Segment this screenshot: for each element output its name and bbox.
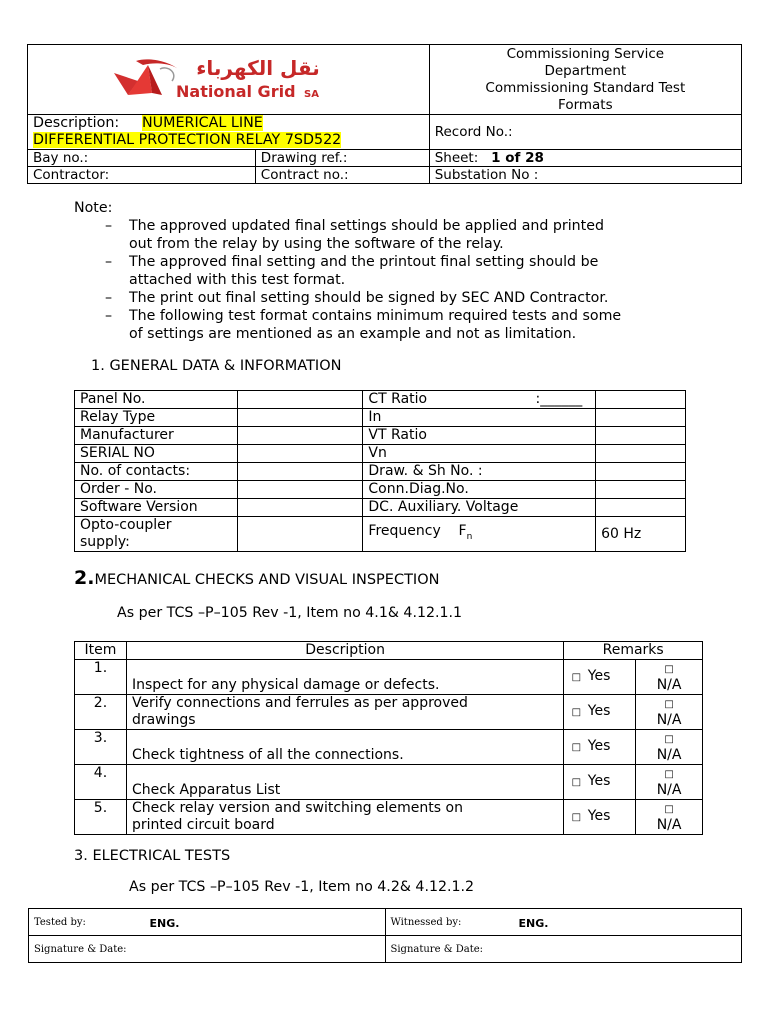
field-label: DC. Auxiliary. Voltage [363,499,596,517]
field-value[interactable] [237,517,363,552]
note-line: – The approved updated final settings should be applied and printed [129,218,604,234]
field-value[interactable] [596,409,686,427]
table-row [75,765,703,800]
section-2-title [74,567,439,589]
table-row [75,499,686,517]
witnessed-signature-date[interactable]: Signature & Date: [385,936,742,963]
field-label: Order - No. [75,481,238,499]
item-number: 4. [75,765,127,800]
na-option[interactable] [636,695,703,730]
frequency-symbol: F [458,522,467,539]
sheet-label: Sheet: [434,150,479,166]
tested-by-cell [29,909,386,936]
substation-no-cell [429,167,741,184]
field-value[interactable] [596,391,686,409]
header-table [27,44,742,184]
description-value-1: NUMERICAL LINE [141,115,263,131]
yes-label: Yes [587,703,611,719]
drawing-ref-label: Drawing ref.: [260,150,348,166]
check-description [126,800,563,835]
frequency-label: Frequency [368,522,441,539]
table-row [75,445,686,463]
check-description-line: Check Apparatus List [131,782,281,798]
item-number: 1. [75,660,127,695]
field-value[interactable] [237,463,363,481]
check-description-line: printed circuit board [131,817,275,833]
field-label: Draw. & Sh No. : [363,463,596,481]
table-row [75,660,703,695]
field-label: SERIAL NO [75,445,238,463]
yes-option[interactable] [564,660,636,695]
section-1-title: 1. GENERAL DATA & INFORMATION [91,358,342,374]
check-description [126,695,563,730]
item-number: 2. [75,695,127,730]
field-value[interactable] [237,445,363,463]
check-description-line [132,730,558,747]
note-line: out from the relay by using the software of the relay. [129,236,504,252]
yes-label: Yes [587,773,611,789]
field-label: Conn.Diag.No. [363,481,596,499]
check-description-line: drawings [131,712,196,728]
checkbox-icon[interactable]: □ [664,664,674,675]
check-description [126,730,563,765]
na-option[interactable] [636,800,703,835]
table-row [75,695,703,730]
yes-option[interactable] [564,800,636,835]
department-cell [429,45,741,115]
bay-no-cell [28,150,256,167]
section-3-reference: As per TCS –P–105 Rev -1, Item no 4.2& 4.12.1.2 [129,879,475,895]
national-grid-logo [108,55,358,105]
tested-signature-date[interactable]: Signature & Date: [29,936,386,963]
witnessed-by-label: Witnessed by: [390,916,462,928]
item-number: 3. [75,730,127,765]
substation-no-label: Substation No : [434,167,539,183]
table-row [75,427,686,445]
na-label: N/A [656,782,682,798]
item-number: 5. [75,800,127,835]
witnessed-eng-label: ENG. [518,916,549,930]
field-label: Panel No. [75,391,238,409]
note-item [129,217,714,253]
checkbox-icon[interactable]: □ [664,769,674,780]
notes-block [74,199,714,343]
section-2-number: 2. [74,567,95,589]
mechanical-checks-table [74,641,703,835]
table-row [75,517,686,552]
note-line: attached with this test format. [129,272,346,288]
tested-eng-label: ENG. [149,916,180,930]
checkbox-icon[interactable]: □ [571,742,582,753]
check-description-line: Check tightness of all the connections. [131,747,404,763]
na-label: N/A [656,677,682,693]
check-description-line [132,765,558,782]
field-label-text: CT Ratio [368,391,428,407]
field-value[interactable] [596,499,686,517]
field-blank: :______ [535,391,583,407]
note-line: – The approved final setting and the printout final setting should be [129,254,599,270]
note-item [129,307,714,343]
checkbox-icon[interactable]: □ [571,777,582,788]
logo-suffix-text: SA [304,89,319,100]
field-label: Software Version [75,499,238,517]
table-row [75,391,686,409]
table-row [75,800,703,835]
field-label [363,517,596,552]
table-row [75,463,686,481]
description-label: Description: [33,115,120,131]
record-no-label: Record No.: [434,124,513,140]
na-label: N/A [656,817,682,833]
note-line: of settings are mentioned as an example and not as limitation. [129,326,577,342]
check-description-line: Verify connections and ferrules as per approved [131,695,468,711]
yes-label: Yes [587,668,611,684]
dept-line-4: Formats [558,97,613,113]
col-header-description: Description [126,642,563,660]
witnessed-by-cell [385,909,742,936]
field-label: Vn [363,445,596,463]
na-label: N/A [656,712,682,728]
checkbox-icon[interactable]: □ [571,707,582,718]
checkbox-icon[interactable]: □ [664,734,674,745]
note-line: – The following test format contains minimum required tests and some [129,308,622,324]
dept-line-2: Department [544,63,627,79]
frequency-subscript: n [466,531,473,542]
checkbox-icon[interactable]: □ [571,672,582,683]
checkbox-icon[interactable]: □ [664,804,674,815]
contractor-label: Contractor: [33,167,110,183]
yes-label: Yes [587,738,611,754]
check-description [126,660,563,695]
field-value[interactable] [596,481,686,499]
field-value[interactable] [596,427,686,445]
note-item [129,253,714,289]
note-label: Note: [74,200,113,216]
field-label-line: supply: [80,534,130,550]
field-value[interactable] [237,409,363,427]
checkbox-icon[interactable]: □ [664,699,674,710]
field-value[interactable] [596,463,686,481]
note-line: – The print out final setting should be signed by SEC AND Contractor. [129,290,609,306]
description-cell [28,115,430,150]
col-header-remarks: Remarks [564,642,703,660]
contract-no-label: Contract no.: [260,167,349,183]
table-row [75,409,686,427]
table-header-row [75,642,703,660]
na-label: N/A [656,747,682,763]
section-2-title-text: MECHANICAL CHECKS AND VISUAL INSPECTION [94,572,440,588]
field-label: In [363,409,596,427]
table-row [75,730,703,765]
field-label: No. of contacts: [75,463,238,481]
col-header-item: Item [75,642,127,660]
field-label [75,517,238,552]
yes-option[interactable] [564,695,636,730]
contractor-cell [28,167,256,184]
field-label: Relay Type [75,409,238,427]
sheet-value: 1 of 28 [491,150,544,166]
logo-cell [28,45,430,115]
contract-no-cell [255,167,429,184]
dept-line-1: Commissioning Service [506,46,665,62]
na-option[interactable] [636,660,703,695]
section-2-reference: As per TCS –P–105 Rev -1, Item no 4.1& 4.12.1.1 [117,605,463,621]
frequency-value: 60 Hz [596,517,686,552]
table-row [75,481,686,499]
description-value-2: DIFFERENTIAL PROTECTION RELAY 7SD522 [33,132,342,148]
field-label [363,391,596,409]
note-item [129,289,714,307]
check-description-line: Inspect for any physical damage or defects. [131,677,440,693]
field-label: VT Ratio [363,427,596,445]
section-3-title: 3. ELECTRICAL TESTS [74,848,231,864]
checkbox-icon[interactable]: □ [571,812,582,823]
field-value[interactable] [237,391,363,409]
bay-no-label: Bay no.: [33,150,89,166]
check-description-line [132,660,558,677]
yes-option[interactable] [564,730,636,765]
logo-english-text: National Grid [176,82,296,101]
yes-label: Yes [587,808,611,824]
general-data-table [74,390,686,552]
drawing-ref-cell [255,150,429,167]
field-value[interactable] [237,427,363,445]
field-value[interactable] [596,445,686,463]
tested-by-label: Tested by: [34,916,86,928]
na-option[interactable] [636,765,703,800]
yes-option[interactable] [564,765,636,800]
dept-line-3: Commissioning Standard Test [485,80,686,96]
field-value[interactable] [237,481,363,499]
record-no-cell [429,115,741,150]
sheet-cell [429,150,741,167]
logo-arabic-text: نقل الكهرباء [196,56,320,80]
field-label: Manufacturer [75,427,238,445]
field-label-line: Opto-coupler [80,517,172,533]
check-description [126,765,563,800]
field-value[interactable] [237,499,363,517]
notes-list [74,217,714,343]
na-option[interactable] [636,730,703,765]
check-description-line: Check relay version and switching elements on [131,800,463,816]
footer-signature-table [28,908,742,963]
